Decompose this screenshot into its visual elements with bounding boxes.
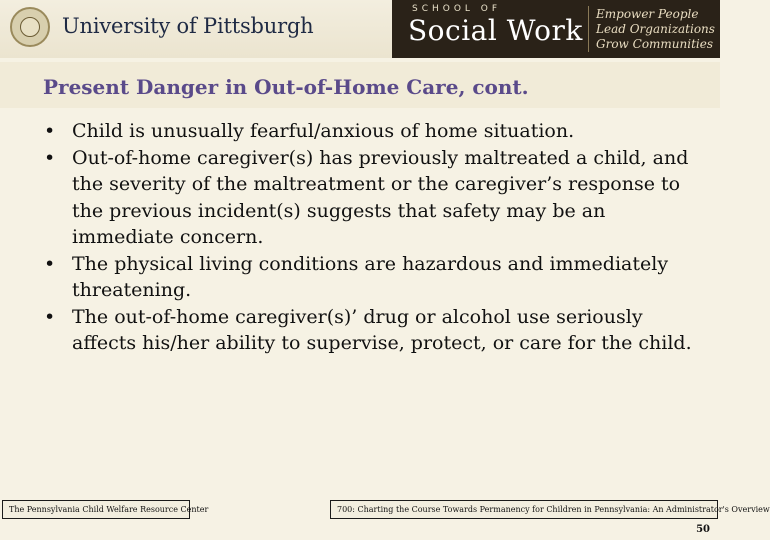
university-name: University of Pittsburgh (62, 14, 314, 38)
bullet-item (44, 251, 694, 304)
tagline-line-2: Lead Organizations (596, 22, 715, 36)
bullet-item (44, 145, 694, 251)
university-seal-icon (10, 7, 50, 47)
tagline-line-1: Empower People (596, 7, 699, 21)
header-bar (0, 0, 720, 58)
bullet-list (44, 118, 694, 357)
bullet-dot: • (44, 120, 56, 142)
seal-center (20, 17, 40, 37)
bullet-dot: • (44, 146, 56, 169)
logo-divider (588, 6, 589, 52)
tagline-line-3: Grow Communities (596, 37, 714, 51)
school-logo-block (392, 0, 720, 58)
bullet-text: The out-of-home caregiver(s)’ drug or alcohol use seriously affects his/her ability to supervise, protect, or care for the child. (72, 305, 692, 354)
school-label: SCHOOL OF (412, 4, 502, 14)
page-number: 50 (696, 524, 710, 535)
bullet-item (44, 118, 694, 145)
slide-title: Present Danger in Out-of-Home Care, cont. (43, 75, 529, 99)
footer-right-box: 700: Charting the Course Towards Permanency for Children in Pennsylvania: An Administrator's Overview (330, 500, 718, 519)
bullet-text: Out-of-home caregiver(s) has previously maltreated a child, and the severity of the maltreatment or the caregiver’s response to the previous incident(s) suggests that safety may be an immediate concern. (72, 146, 689, 248)
bullet-item (44, 304, 694, 357)
bullet-text: Child is unusually fearful/anxious of home situation. (72, 120, 575, 142)
footer-left-box: The Pennsylvania Child Welfare Resource Center (2, 500, 190, 519)
school-title: Social Work (408, 14, 583, 47)
bullet-dot: • (44, 252, 56, 275)
bullet-text: The physical living conditions are hazardous and immediately threatening. (72, 252, 669, 301)
bullet-dot: • (44, 305, 56, 328)
